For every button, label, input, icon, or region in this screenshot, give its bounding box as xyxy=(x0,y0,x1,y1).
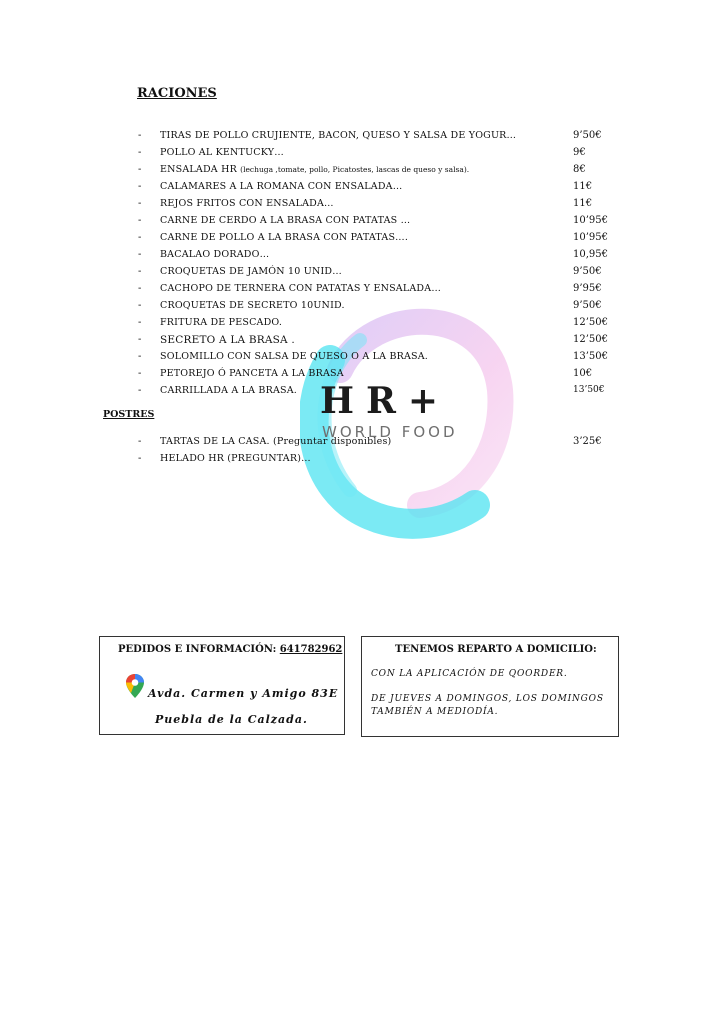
bullet-dash: - xyxy=(138,215,142,226)
item-name: CROQUETAS DE JAMÓN 10 UNID… xyxy=(160,266,342,277)
bullet-dash: - xyxy=(138,147,142,158)
item-name: CACHOPO DE TERNERA CON PATATAS Y ENSALADA… xyxy=(160,283,442,294)
item-name: SOLOMILLO CON SALSA DE QUESO O A LA BRASA. xyxy=(160,351,429,362)
orders-info-line xyxy=(118,644,342,655)
list-item xyxy=(0,130,724,146)
item-price: 13’50€ xyxy=(573,351,608,362)
bullet-dash: - xyxy=(138,317,142,328)
bullet-dash: - xyxy=(138,232,142,243)
bullet-dash: - xyxy=(138,266,142,277)
list-item xyxy=(0,181,724,197)
delivery-title: TENEMOS REPARTO A DOMICILIO: xyxy=(395,644,597,655)
item-name: HELADO HR (PREGUNTAR)… xyxy=(160,453,311,464)
bullet-dash: - xyxy=(138,351,142,362)
item-price: 9€ xyxy=(573,147,586,158)
item-name: CALAMARES A LA ROMANA CON ENSALADA… xyxy=(160,181,403,192)
item-price: 10’95€ xyxy=(573,232,608,243)
bullet-dash: - xyxy=(138,453,142,464)
list-item xyxy=(0,453,724,469)
list-item xyxy=(0,436,724,452)
item-name: CROQUETAS DE SECRETO 10UNID. xyxy=(160,300,345,311)
item-price: 12’50€ xyxy=(573,317,608,328)
phone-number[interactable]: 641782962 xyxy=(279,644,343,655)
list-item xyxy=(0,283,724,299)
item-name: PETOREJO Ó PANCETA A LA BRASA xyxy=(160,368,344,379)
bullet-dash: - xyxy=(138,198,142,209)
item-name: CARRILLADA A LA BRASA. xyxy=(160,385,298,396)
item-name: TIRAS DE POLLO CRUJIENTE, BACON, QUESO Y SALSA DE YOGUR… xyxy=(160,130,517,141)
item-price: 12’50€ xyxy=(573,334,608,345)
list-item xyxy=(0,385,724,401)
item-name: CARNE DE POLLO A LA BRASA CON PATATAS…. xyxy=(160,232,409,243)
list-item xyxy=(0,351,724,367)
map-pin-icon xyxy=(125,673,145,703)
list-item xyxy=(0,300,724,316)
list-item xyxy=(0,164,724,180)
logo-main-text: HR+ xyxy=(320,380,451,422)
bullet-dash: - xyxy=(138,130,142,141)
orders-label: PEDIDOS E INFORMACIÓN: xyxy=(118,644,277,655)
list-item xyxy=(0,368,724,384)
logo-sub-text: WORLD FOOD xyxy=(322,423,458,441)
item-price: 10€ xyxy=(573,368,593,379)
address-line-2: Puebla de la Calzada. xyxy=(155,713,308,726)
list-item xyxy=(0,198,724,214)
list-item xyxy=(0,147,724,163)
list-item xyxy=(0,232,724,248)
item-name: FRITURA DE PESCADO. xyxy=(160,317,283,328)
address-line-1: Avda. Carmen y Amigo 83E xyxy=(148,687,339,700)
bullet-dash: - xyxy=(138,334,142,345)
bullet-dash: - xyxy=(138,164,142,175)
list-item xyxy=(0,334,724,350)
item-price: 3’25€ xyxy=(573,436,602,447)
list-item xyxy=(0,266,724,282)
item-price: 13’50€ xyxy=(573,385,605,395)
item-price: 11€ xyxy=(573,181,593,192)
item-note: (lechuga ,tomate, pollo, Picatostes, lascas de queso y salsa). xyxy=(240,165,470,174)
postres-heading: POSTRES xyxy=(103,409,155,420)
delivery-schedule: DE JUEVES A DOMINGOS, LOS DOMINGOS TAMBIÉN A MEDIODÍA. xyxy=(371,694,604,717)
raciones-heading: RACIONES xyxy=(137,86,217,101)
item-price: 10’95€ xyxy=(573,215,608,226)
item-price: 9’95€ xyxy=(573,283,602,294)
list-item xyxy=(0,317,724,333)
item-name-text: ENSALADA HR xyxy=(160,164,237,175)
bullet-dash: - xyxy=(138,181,142,192)
contact-box xyxy=(99,636,345,735)
item-name: POLLO AL KENTUCKY… xyxy=(160,147,284,158)
item-name: REJOS FRITOS CON ENSALADA… xyxy=(160,198,334,209)
item-name: TARTAS DE LA CASA. (Preguntar disponibles) xyxy=(160,436,392,447)
bullet-dash: - xyxy=(138,368,142,379)
item-price: 9’50€ xyxy=(573,300,602,311)
bullet-dash: - xyxy=(138,436,142,447)
item-price: 9’50€ xyxy=(573,266,602,277)
item-name: CARNE DE CERDO A LA BRASA CON PATATAS … xyxy=(160,215,411,226)
item-name: BACALAO DORADO… xyxy=(160,249,270,260)
delivery-box xyxy=(361,636,619,737)
item-price: 8€ xyxy=(573,164,586,175)
item-name: SECRETO A LA BRASA . xyxy=(160,334,295,346)
item-price: 9’50€ xyxy=(573,130,602,141)
item-price: 11€ xyxy=(573,198,593,209)
item-name xyxy=(160,164,469,175)
bullet-dash: - xyxy=(138,385,142,396)
list-item xyxy=(0,249,724,265)
item-price: 10,95€ xyxy=(573,249,608,260)
bullet-dash: - xyxy=(138,300,142,311)
bullet-dash: - xyxy=(138,249,142,260)
delivery-app-line: CON LA APLICACIÓN DE QOORDER. xyxy=(371,669,568,679)
list-item xyxy=(0,215,724,231)
bullet-dash: - xyxy=(138,283,142,294)
